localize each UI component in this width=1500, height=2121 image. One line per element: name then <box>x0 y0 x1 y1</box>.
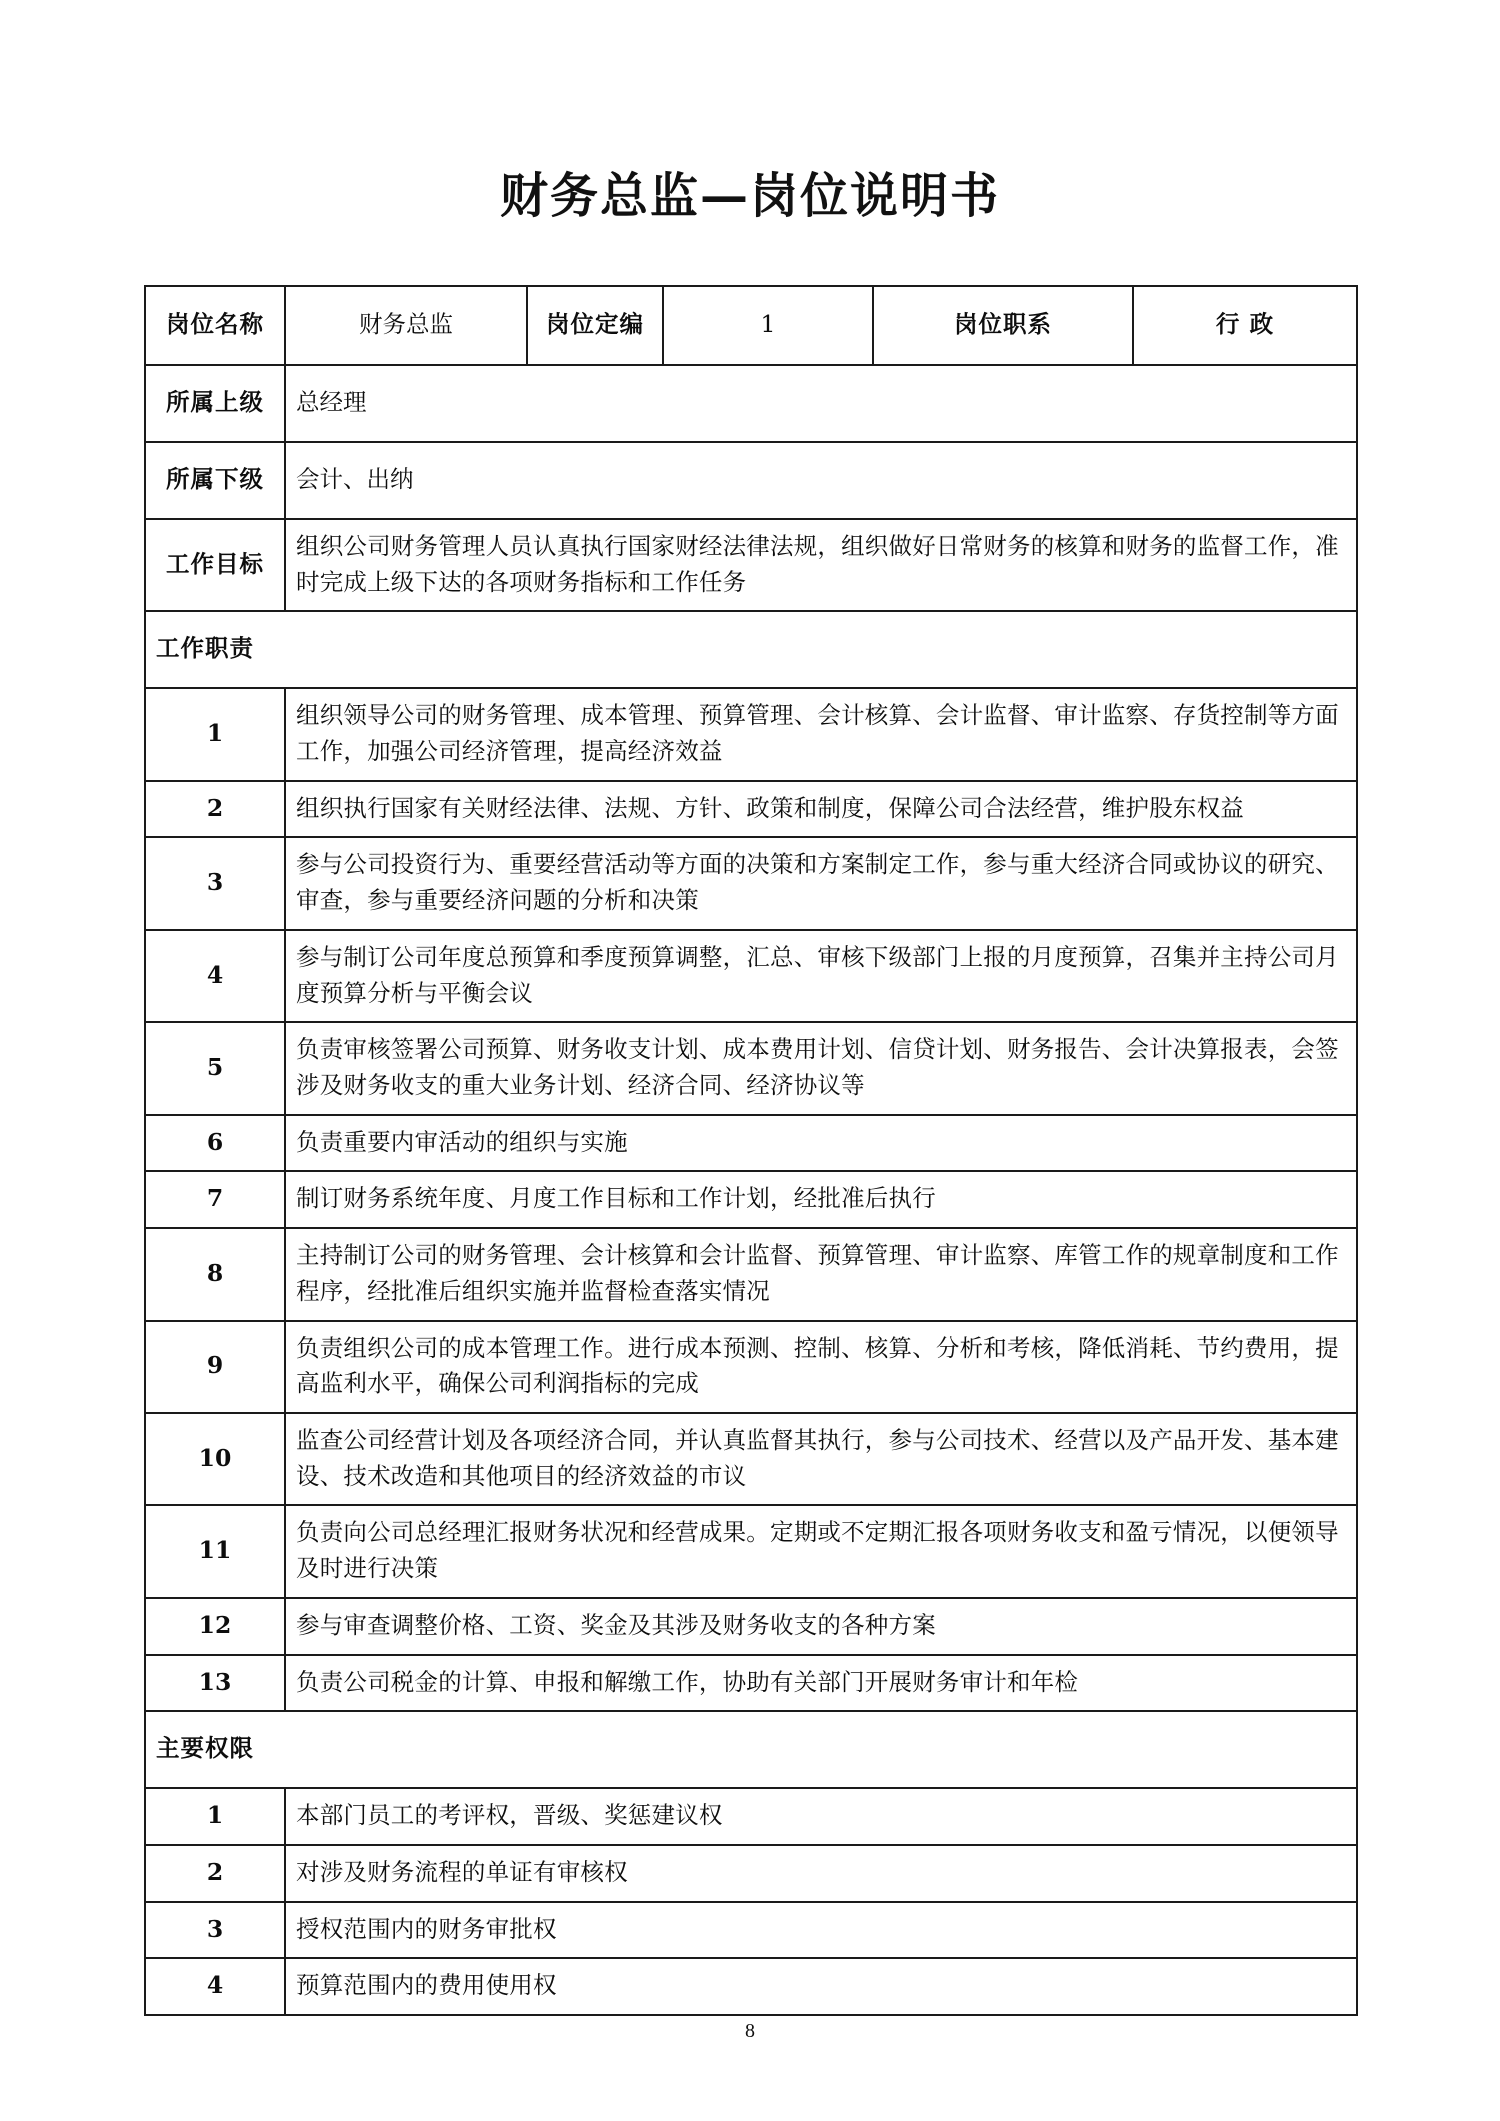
value-headcount: 1 <box>663 286 873 365</box>
table-row-authority <box>145 1958 1357 2015</box>
authority-number: 3 <box>145 1902 285 1959</box>
table-row-duty <box>145 1655 1357 1712</box>
duty-number: 1 <box>145 688 285 780</box>
table-row-duty <box>145 1022 1357 1114</box>
table-row-authority <box>145 1788 1357 1845</box>
section-header-authorities <box>145 1711 1357 1788</box>
table-row-superior <box>145 365 1357 442</box>
duty-number: 8 <box>145 1228 285 1320</box>
authority-text: 授权范围内的财务审批权 <box>285 1902 1357 1959</box>
table-row-duty <box>145 1115 1357 1172</box>
table-row-subordinate <box>145 442 1357 519</box>
table-row-authority <box>145 1845 1357 1902</box>
duty-number: 9 <box>145 1321 285 1413</box>
duty-number: 13 <box>145 1655 285 1712</box>
table-row-duty <box>145 1171 1357 1228</box>
duty-text: 主持制订公司的财务管理、会计核算和会计监督、预算管理、审计监察、库管工作的规章制度和工作程序，经批准后组织实施并监督检查落实情况 <box>285 1228 1357 1320</box>
section-label-authorities: 主要权限 <box>145 1711 1357 1788</box>
page-number: 8 <box>745 2020 755 2042</box>
duty-number: 11 <box>145 1505 285 1597</box>
value-objective: 组织公司财务管理人员认真执行国家财经法律法规，组织做好日常财务的核算和财务的监督工作，准时完成上级下达的各项财务指标和工作任务 <box>285 519 1357 611</box>
duty-text: 参与公司投资行为、重要经营活动等方面的决策和方案制定工作，参与重大经济合同或协议的研究、审查，参与重要经济问题的分析和决策 <box>285 837 1357 929</box>
duty-number: 10 <box>145 1413 285 1505</box>
authority-text: 对涉及财务流程的单证有审核权 <box>285 1845 1357 1902</box>
authority-text: 本部门员工的考评权，晋级、奖惩建议权 <box>285 1788 1357 1845</box>
value-superior: 总经理 <box>285 365 1357 442</box>
label-subordinate: 所属下级 <box>145 442 285 519</box>
section-header-duties <box>145 611 1357 688</box>
table-body <box>145 286 1357 2015</box>
job-description-table-wrapper <box>144 285 1356 2016</box>
table-row-duty <box>145 1413 1357 1505</box>
table-row-authority <box>145 1902 1357 1959</box>
authority-number: 1 <box>145 1788 285 1845</box>
label-headcount: 岗位定编 <box>527 286 663 365</box>
duty-text: 监查公司经营计划及各项经济合同，并认真监督其执行，参与公司技术、经营以及产品开发、基本建设、技术改造和其他项目的经济效益的市议 <box>285 1413 1357 1505</box>
table-row-duty <box>145 1505 1357 1597</box>
duty-text: 负责审核签署公司预算、财务收支计划、成本费用计划、信贷计划、财务报告、会计决算报表，会签涉及财务收支的重大业务计划、经济合同、经济协议等 <box>285 1022 1357 1114</box>
duty-text: 负责公司税金的计算、申报和解缴工作，协助有关部门开展财务审计和年检 <box>285 1655 1357 1712</box>
duty-number: 4 <box>145 930 285 1022</box>
value-subordinate: 会计、出纳 <box>285 442 1357 519</box>
value-job-family: 行 政 <box>1133 286 1357 365</box>
label-position-name: 岗位名称 <box>145 286 285 365</box>
table-row-duty <box>145 930 1357 1022</box>
authority-text: 预算范围内的费用使用权 <box>285 1958 1357 2015</box>
label-objective: 工作目标 <box>145 519 285 611</box>
duty-number: 5 <box>145 1022 285 1114</box>
duty-number: 12 <box>145 1598 285 1655</box>
duty-text: 组织领导公司的财务管理、成本管理、预算管理、会计核算、会计监督、审计监察、存货控制等方面工作，加强公司经济管理，提高经济效益 <box>285 688 1357 780</box>
duty-number: 6 <box>145 1115 285 1172</box>
duty-text: 负责向公司总经理汇报财务状况和经营成果。定期或不定期汇报各项财务收支和盈亏情况，以便领导及时进行决策 <box>285 1505 1357 1597</box>
duty-text: 参与审查调整价格、工资、奖金及其涉及财务收支的各种方案 <box>285 1598 1357 1655</box>
table-row-duty <box>145 688 1357 780</box>
table-row-duty <box>145 1321 1357 1413</box>
authority-number: 4 <box>145 1958 285 2015</box>
page-title: 财务总监—岗位说明书 <box>499 168 1000 224</box>
duty-number: 7 <box>145 1171 285 1228</box>
label-job-family: 岗位职系 <box>873 286 1133 365</box>
table-row-duty <box>145 1598 1357 1655</box>
table-row-objective <box>145 519 1357 611</box>
table-row-position-info <box>145 286 1357 365</box>
table-row-duty <box>145 837 1357 929</box>
value-position-name: 财务总监 <box>285 286 527 365</box>
duty-number: 2 <box>145 781 285 838</box>
authority-number: 2 <box>145 1845 285 1902</box>
duty-number: 3 <box>145 837 285 929</box>
label-superior: 所属上级 <box>145 365 285 442</box>
duty-text: 组织执行国家有关财经法律、法规、方针、政策和制度，保障公司合法经营，维护股东权益 <box>285 781 1357 838</box>
duty-text: 参与制订公司年度总预算和季度预算调整，汇总、审核下级部门上报的月度预算，召集并主持公司月度预算分析与平衡会议 <box>285 930 1357 1022</box>
job-description-table <box>144 285 1358 2016</box>
table-row-duty <box>145 1228 1357 1320</box>
duty-text: 负责组织公司的成本管理工作。进行成本预测、控制、核算、分析和考核，降低消耗、节约费用，提高监利水平，确保公司利润指标的完成 <box>285 1321 1357 1413</box>
duty-text: 制订财务系统年度、月度工作目标和工作计划，经批准后执行 <box>285 1171 1357 1228</box>
table-row-duty <box>145 781 1357 838</box>
duty-text: 负责重要内审活动的组织与实施 <box>285 1115 1357 1172</box>
section-label-duties: 工作职责 <box>145 611 1357 688</box>
